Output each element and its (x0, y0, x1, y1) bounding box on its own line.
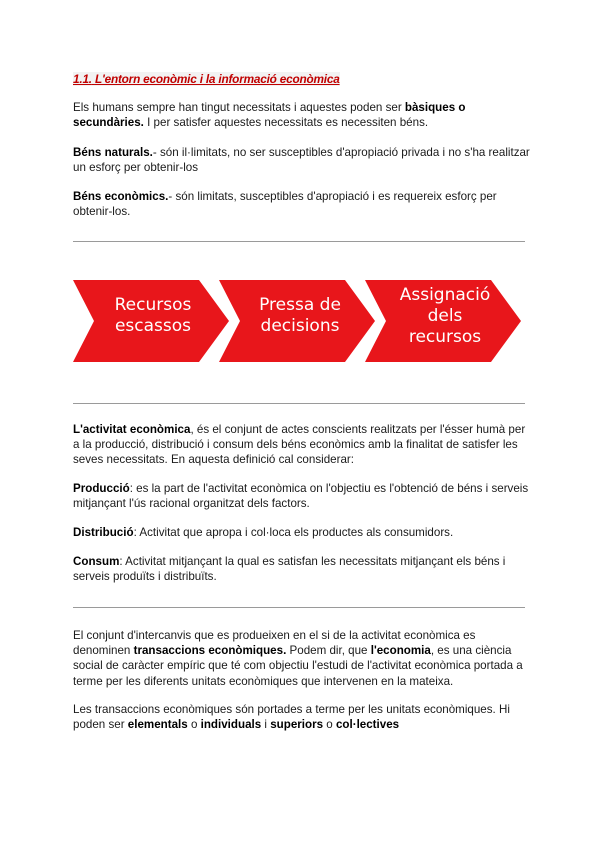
flow-label-recursos: Recursos (114, 295, 192, 315)
flow-label-assignacio: Assignació (399, 285, 491, 305)
collectives-term: col·lectives (335, 718, 400, 732)
bens-naturals-term: Béns naturals. (73, 146, 153, 159)
horizontal-rule (73, 241, 525, 242)
transaccions-paragraph (73, 702, 533, 732)
intercanvis-mid: Podem dir, que (286, 644, 371, 658)
connector-o-2: o (323, 718, 336, 732)
distribucio-paragraph (73, 525, 533, 540)
connector-o: o (187, 718, 201, 732)
horizontal-rule-2 (73, 403, 525, 404)
elementals-term: elementals (127, 718, 188, 732)
flow-label-decisions: decisions (260, 316, 340, 336)
bens-economics-text: - són limitats, susceptibles d'apropiació i es requereix esforç per obtenir-los. (73, 190, 497, 219)
process-flow-diagram (73, 280, 525, 362)
activitat-text: , és el conjunt de actes conscients realitzats per l'ésser humà per a la producció, distribució i consum dels béns econòmics amb la finalitat de satisfer les seves necessitats. En aquesta definició cal considerar: (73, 423, 526, 467)
economia-term: l'economia (370, 644, 431, 658)
section-heading (73, 72, 533, 87)
bens-naturals-text: - són il·limitats, no ser susceptibles d'apropiació privada i no s'ha realitzar un esforç per obtenir-los (73, 146, 530, 175)
bens-economics-term: Béns econòmics. (73, 190, 169, 203)
distribucio-text: : Activitat que apropa i col·loca els productes als consumidors. (133, 526, 454, 539)
section-title: L'entorn econòmic i la informació econòmica (94, 72, 340, 86)
transaccions-term: transaccions econòmiques. (133, 644, 287, 658)
consum-term: Consum (73, 555, 120, 568)
superiors-term: superiors (270, 718, 324, 732)
flow-label-dels: dels (427, 306, 463, 326)
produccio-paragraph (73, 481, 533, 511)
intro-bold: bàsiques o secundàries. (73, 101, 466, 130)
intro-text-end: I per satisfer aquestes necessitats es necessiten béns. (143, 116, 429, 130)
activitat-term: L'activitat econòmica (73, 423, 191, 436)
intercanvis-paragraph (73, 628, 533, 689)
transaccions-text: Les transaccions econòmiques són portades a terme per les unitats econòmiques. Hi poden ser (73, 703, 510, 732)
consum-paragraph (73, 554, 533, 584)
connector-i: i (261, 718, 271, 732)
intro-text: Els humans sempre han tingut necessitats i aquestes poden ser (73, 101, 405, 114)
produccio-term: Producció (73, 482, 130, 495)
bens-economics-paragraph (73, 189, 533, 219)
intercanvis-text: El conjunt d'intercanvis que es produeixen en el si de la activitat econòmica es denominen (73, 629, 476, 658)
consum-text: : Activitat mitjançant la qual es satisfan les necessitats mitjançant els béns i serveis produïts i distribuïts. (73, 555, 506, 584)
distribucio-term: Distribució (73, 526, 134, 539)
flow-label-escassos: escassos (114, 316, 192, 336)
intercanvis-end: , es una ciència social de caràcter empíric que té com objectiu l'estudi de l'activitat econòmica portada a terme per les diferents unitats econòmiques que intervenen en la mateixa. (73, 644, 523, 688)
intro-paragraph (73, 100, 533, 130)
flow-label-recursos-2: recursos (408, 327, 482, 347)
produccio-text: : es la part de l'activitat econòmica on l'objectiu es l'obtenció de béns i serveis mitjançant l'ús racional organitzat dels factors. (73, 482, 529, 511)
section-number: 1.1. (73, 72, 92, 86)
individuals-term: individuals (200, 718, 262, 732)
activitat-paragraph (73, 422, 533, 468)
horizontal-rule-3 (73, 607, 525, 608)
bens-naturals-paragraph (73, 145, 533, 175)
flow-label-pressa-de: Pressa de (259, 295, 341, 315)
